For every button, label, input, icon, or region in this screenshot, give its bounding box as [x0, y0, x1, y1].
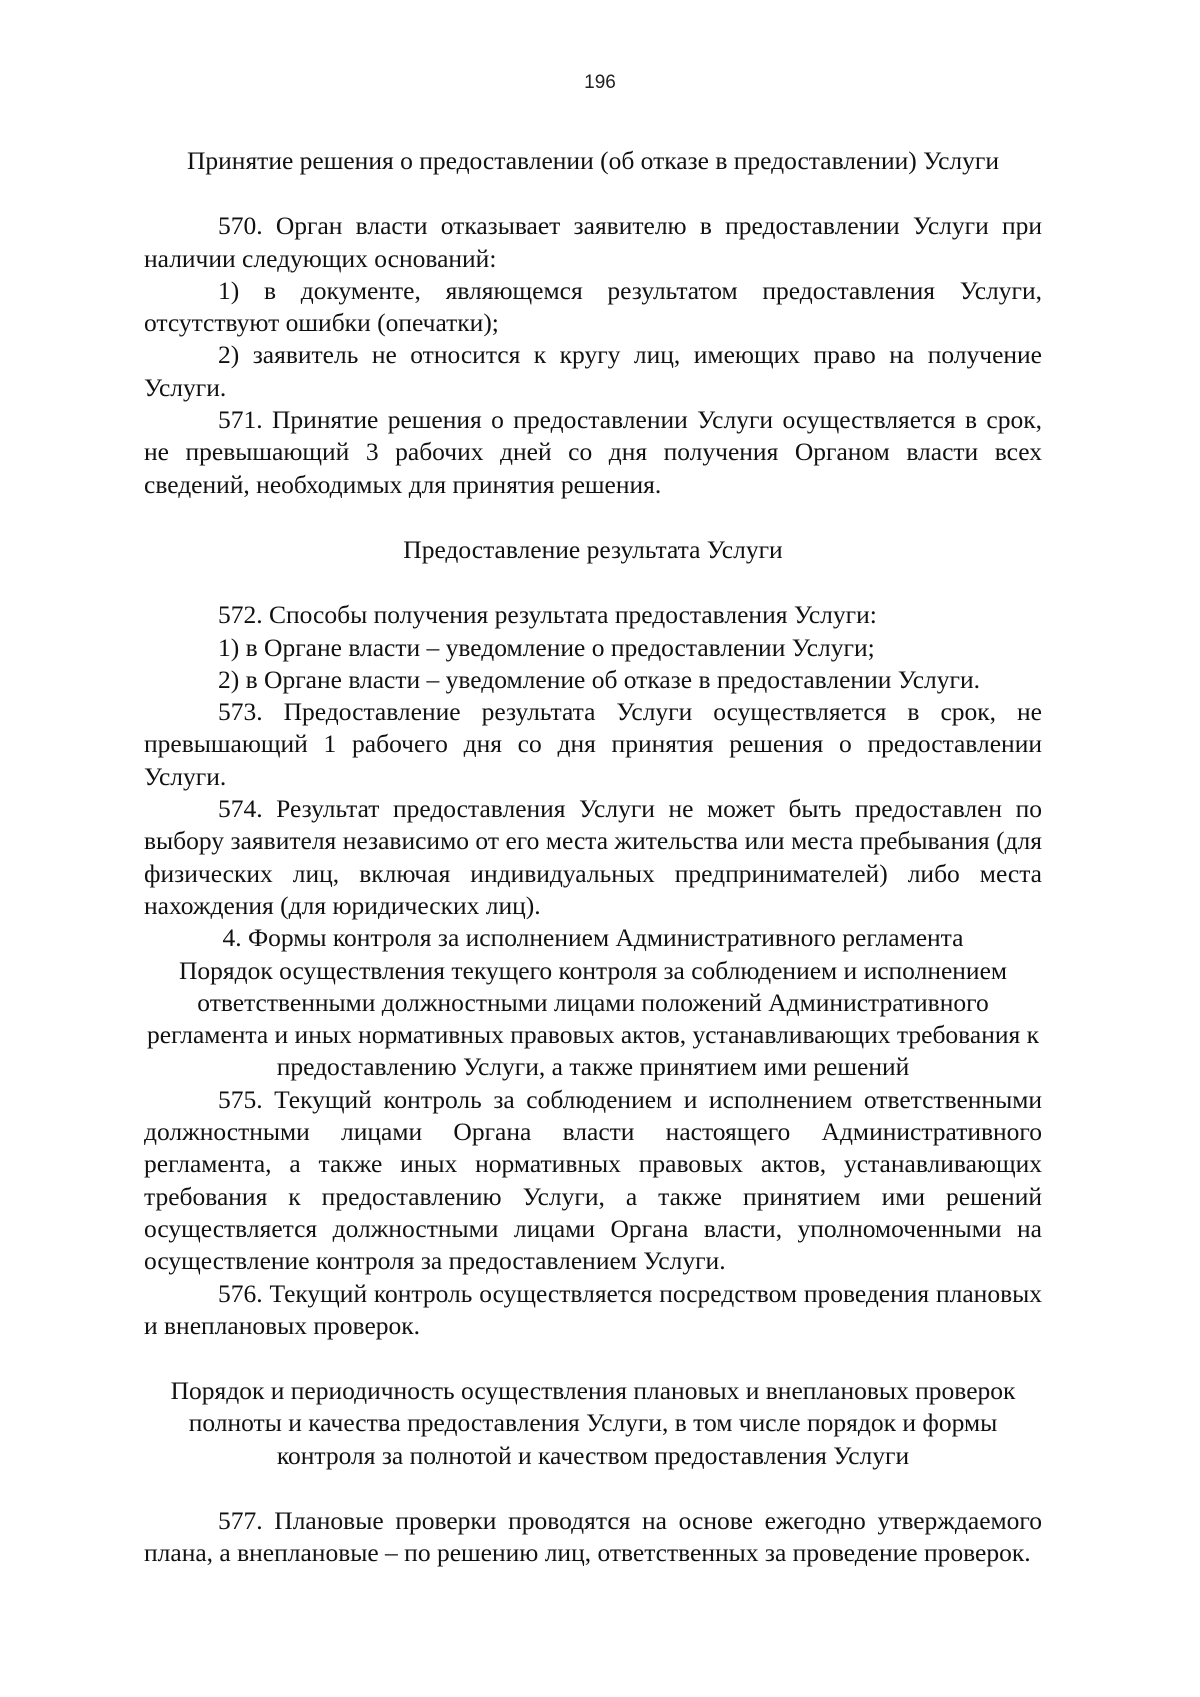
- paragraph-571: 571. Принятие решения о предоставлении Услуги осуществляется в срок, не превышающий 3 рабочих дней со дня получения Органом власти всех сведений, необходимых для принятия решения.: [144, 405, 1042, 499]
- paragraph-574: 574. Результат предоставления Услуги не может быть предоставлен по выбору заявителя независимо от его места жительства или места пребывания (для физических лиц, включая индивидуальных предпринимателей) либо места нахождения (для юридических лиц).: [144, 794, 1042, 920]
- section-heading-result: Предоставление результата Услуги: [403, 534, 783, 564]
- paragraph-576: 576. Текущий контроль осуществляется посредством проведения плановых и внеплановых проверок.: [144, 1278, 1042, 1340]
- paragraph-572: 572. Способы получения результата предоставления Услуги:: [218, 600, 877, 630]
- chapter-title-control: 4. Формы контроля за исполнением Административного регламента: [222, 923, 964, 953]
- section-heading-decision: Принятие решения о предоставлении (об отказе в предоставлении) Услуги: [186, 146, 1000, 175]
- paragraph-573: 573. Предоставление результата Услуги осуществляется в срок, не превышающий 1 рабочего дня со дня принятия решения о предоставлении Услуги.: [144, 697, 1042, 791]
- list-item-2-refusal: 2) в Органе власти – уведомление об отказе в предоставлении Услуги.: [218, 664, 981, 694]
- paragraph-577: 577. Плановые проверки проводятся на основе ежегодно утверждаемого плана, а внеплановые – по решению лиц, ответственных за проведение проверок.: [144, 1505, 1042, 1568]
- paragraph-575: 575. Текущий контроль за соблюдением и исполнением ответственными должностными лицами Органа власти настоящего Административного регламента, а также иных нормативных правовых актов, устанавливающих требования к предоставлению Услуги, а также принятием ими решений осуществляется должностными лицами Органа власти, уполномоченными на осуществление контроля за предоставлением Услуги.: [144, 1084, 1042, 1276]
- list-item-1-notification: 1) в Органе власти – уведомление о предоставлении Услуги;: [218, 632, 875, 662]
- section-heading-inspections: Порядок и периодичность осуществления плановых и внеплановых проверок полноты и качества предоставления Услуги, в том числе порядок и формы контроля за полнотой и качеством предоставления Услуги: [170, 1376, 1016, 1470]
- paragraph-570: 570. Орган власти отказывает заявителю в предоставлении Услуги при наличии следующих оснований:: [144, 211, 1042, 273]
- document-body: [144, 145, 1042, 1570]
- list-item-1-errors: 1) в документе, являющемся результатом предоставления Услуги, отсутствуют ошибки (опечатки);: [144, 275, 1042, 338]
- page-number: 196: [584, 72, 616, 93]
- section-heading-current-control: Порядок осуществления текущего контроля за соблюдением и исполнением ответственными должностными лицами положений Административного регламента и иных нормативных правовых актов, устанавливающих требования к предоставлению Услуги, а также принятием ими решений: [147, 955, 1039, 1082]
- list-item-2-applicant: 2) заявитель не относится к кругу лиц, имеющих право на получение Услуги.: [144, 340, 1042, 402]
